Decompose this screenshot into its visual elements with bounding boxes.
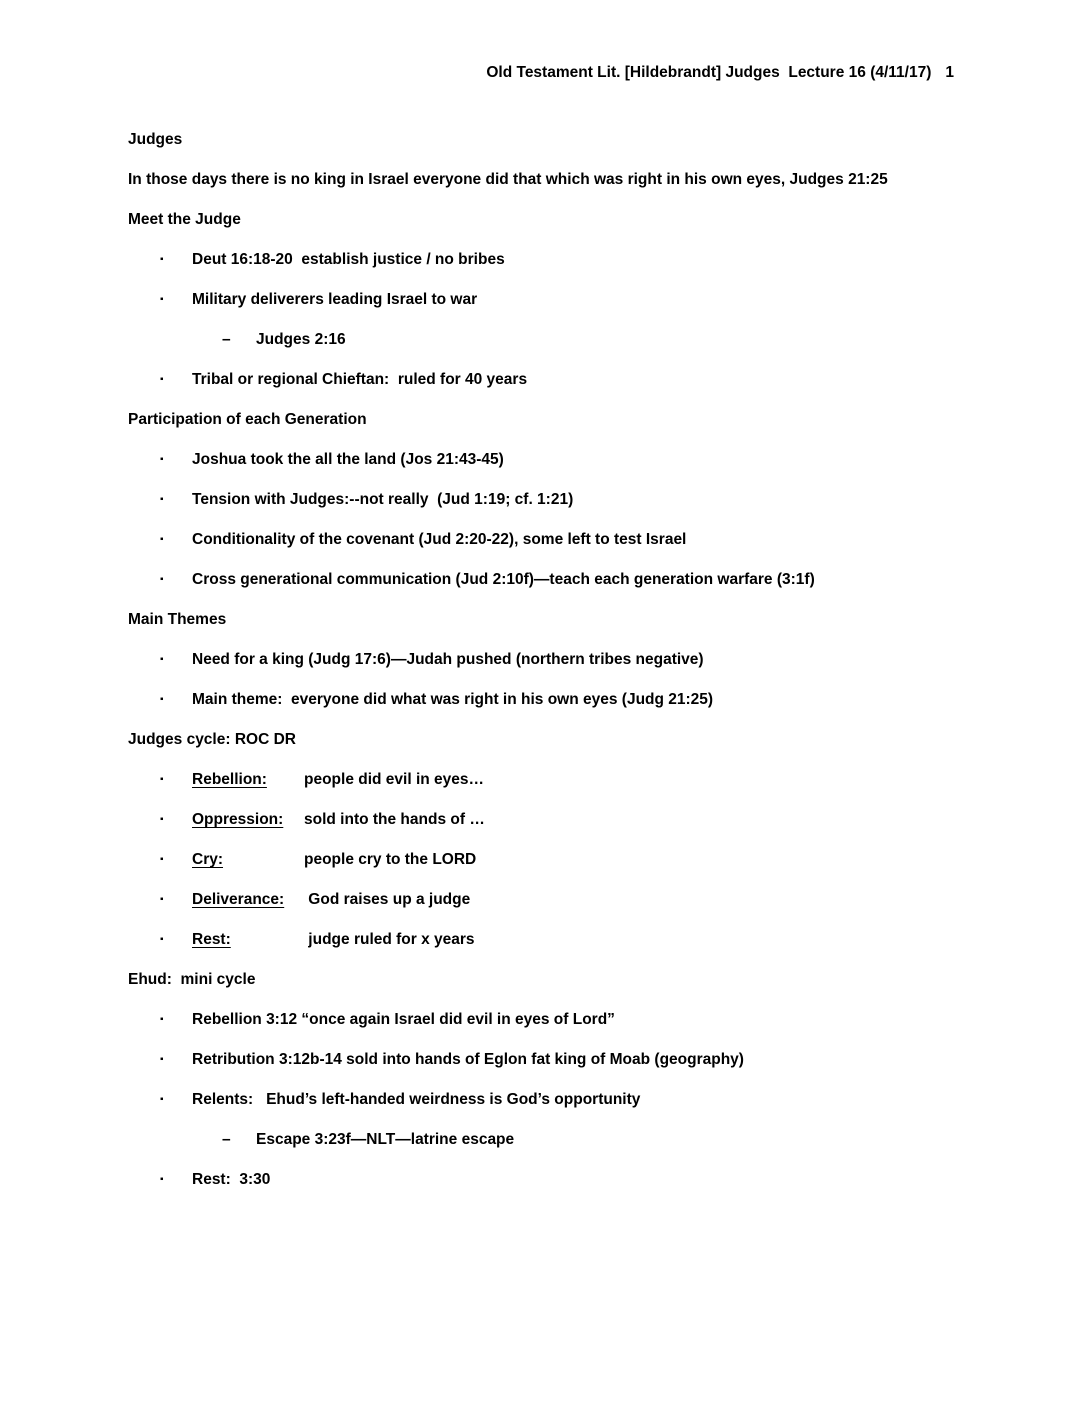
- heading-paragraph: [128, 410, 970, 429]
- dash-bullet-marker: –: [222, 1131, 231, 1148]
- square-bullet-marker: ▪: [160, 254, 164, 265]
- cycle-line: [192, 851, 476, 868]
- square-bullet-marker: ▪: [160, 934, 164, 945]
- bullet-item: [128, 490, 970, 509]
- paragraph-text: Judges cycle: ROC DR: [128, 731, 296, 748]
- paragraph-text: Retribution 3:12b-14 sold into hands of Eglon fat king of Moab (geography): [192, 1051, 744, 1068]
- cycle-line: [192, 891, 470, 908]
- bullet-item: [128, 810, 970, 829]
- cycle-description: people did evil in eyes…: [304, 771, 485, 788]
- bullet-item: [128, 1010, 970, 1029]
- paragraph-text: Judges 2:16: [256, 331, 346, 348]
- sub-bullet-item: [128, 1130, 970, 1149]
- square-bullet-marker: ▪: [160, 814, 164, 825]
- bullet-item: [128, 690, 970, 709]
- bullet-item: [128, 930, 970, 949]
- paragraph-text: Escape 3:23f—NLT—latrine escape: [256, 1131, 515, 1148]
- paragraph-text: Tribal or regional Chieftan: ruled for 40 years: [192, 371, 528, 388]
- paragraph-text: Main Themes: [128, 611, 227, 628]
- paragraph-text: Joshua took the all the land (Jos 21:43-45): [192, 451, 504, 468]
- paragraph-text: Meet the Judge: [128, 211, 241, 228]
- cycle-description: sold into the hands of …: [304, 811, 485, 828]
- page-header: [100, 63, 954, 83]
- square-bullet-marker: ▪: [160, 494, 164, 505]
- paragraph-text: Judges: [128, 131, 183, 148]
- square-bullet-marker: ▪: [160, 654, 164, 665]
- bullet-item: [128, 850, 970, 869]
- paragraph-text: Ehud: mini cycle: [128, 971, 256, 988]
- bullet-item: [128, 770, 970, 789]
- bullet-item: [128, 530, 970, 549]
- paragraph-text: In those days there is no king in Israel everyone did that which was right in his own eyes, Judges 21:25: [128, 171, 888, 188]
- heading-paragraph: [128, 130, 970, 149]
- cycle-description: people cry to the LORD: [304, 851, 477, 868]
- square-bullet-marker: ▪: [160, 454, 164, 465]
- cycle-description: God raises up a judge: [304, 891, 471, 908]
- bullet-item: [128, 450, 970, 469]
- paragraph-text: Main theme: everyone did what was right in his own eyes (Judg 21:25): [192, 691, 714, 708]
- square-bullet-marker: ▪: [160, 1174, 164, 1185]
- cycle-description: judge ruled for x years: [304, 931, 475, 948]
- bullet-item: [128, 290, 970, 309]
- square-bullet-marker: ▪: [160, 1014, 164, 1025]
- bullet-item: [128, 650, 970, 669]
- bullet-item: [128, 250, 970, 269]
- square-bullet-marker: ▪: [160, 854, 164, 865]
- bullet-item: [128, 890, 970, 909]
- paragraph-text: Rebellion 3:12 “once again Israel did evil in eyes of Lord”: [192, 1011, 615, 1028]
- paragraph-text: Tension with Judges:--not really (Jud 1:19; cf. 1:21): [192, 491, 574, 508]
- heading-paragraph: [128, 970, 970, 989]
- heading-paragraph: [128, 210, 970, 229]
- cycle-term: Oppression:: [192, 811, 284, 828]
- square-bullet-marker: ▪: [160, 374, 164, 385]
- square-bullet-marker: ▪: [160, 1094, 164, 1105]
- paragraph-text: Rest: 3:30: [192, 1171, 271, 1188]
- paragraph-text: Need for a king (Judg 17:6)—Judah pushed (northern tribes negative): [192, 651, 704, 668]
- paragraph-text: Deut 16:18-20 establish justice / no bribes: [192, 251, 505, 268]
- cycle-line: [192, 771, 484, 788]
- paragraph-text: Relents: Ehud’s left-handed weirdness is God’s opportunity: [192, 1091, 641, 1108]
- heading-paragraph: [128, 170, 970, 189]
- square-bullet-marker: ▪: [160, 774, 164, 785]
- cycle-line: [192, 811, 485, 828]
- square-bullet-marker: ▪: [160, 694, 164, 705]
- paragraph-text: Cross generational communication (Jud 2:10f)—teach each generation warfare (3:1f): [192, 571, 815, 588]
- dash-bullet-marker: –: [222, 331, 231, 348]
- cycle-term: Rebellion:: [192, 771, 267, 788]
- page-number: 1: [945, 64, 954, 81]
- square-bullet-marker: ▪: [160, 894, 164, 905]
- heading-paragraph: [128, 730, 970, 749]
- square-bullet-marker: ▪: [160, 534, 164, 545]
- paragraph-text: Conditionality of the covenant (Jud 2:20-22), some left to test Israel: [192, 531, 687, 548]
- paragraph-text: Participation of each Generation: [128, 411, 367, 428]
- square-bullet-marker: ▪: [160, 574, 164, 585]
- sub-bullet-item: [128, 330, 970, 349]
- paragraph-text: Military deliverers leading Israel to war: [192, 291, 478, 308]
- bullet-item: [128, 570, 970, 589]
- cycle-term: Cry:: [192, 851, 224, 868]
- cycle-line: [192, 931, 475, 948]
- cycle-term: Deliverance:: [192, 891, 285, 908]
- cycle-term: Rest:: [192, 931, 231, 948]
- header-title: Old Testament Lit. [Hildebrandt] Judges Lecture 16 (4/11/17): [486, 64, 932, 81]
- bullet-item: [128, 370, 970, 389]
- square-bullet-marker: ▪: [160, 294, 164, 305]
- bullet-item: [128, 1050, 970, 1069]
- document-body: [128, 130, 970, 1210]
- heading-paragraph: [128, 610, 970, 629]
- square-bullet-marker: ▪: [160, 1054, 164, 1065]
- bullet-item: [128, 1170, 970, 1189]
- bullet-item: [128, 1090, 970, 1109]
